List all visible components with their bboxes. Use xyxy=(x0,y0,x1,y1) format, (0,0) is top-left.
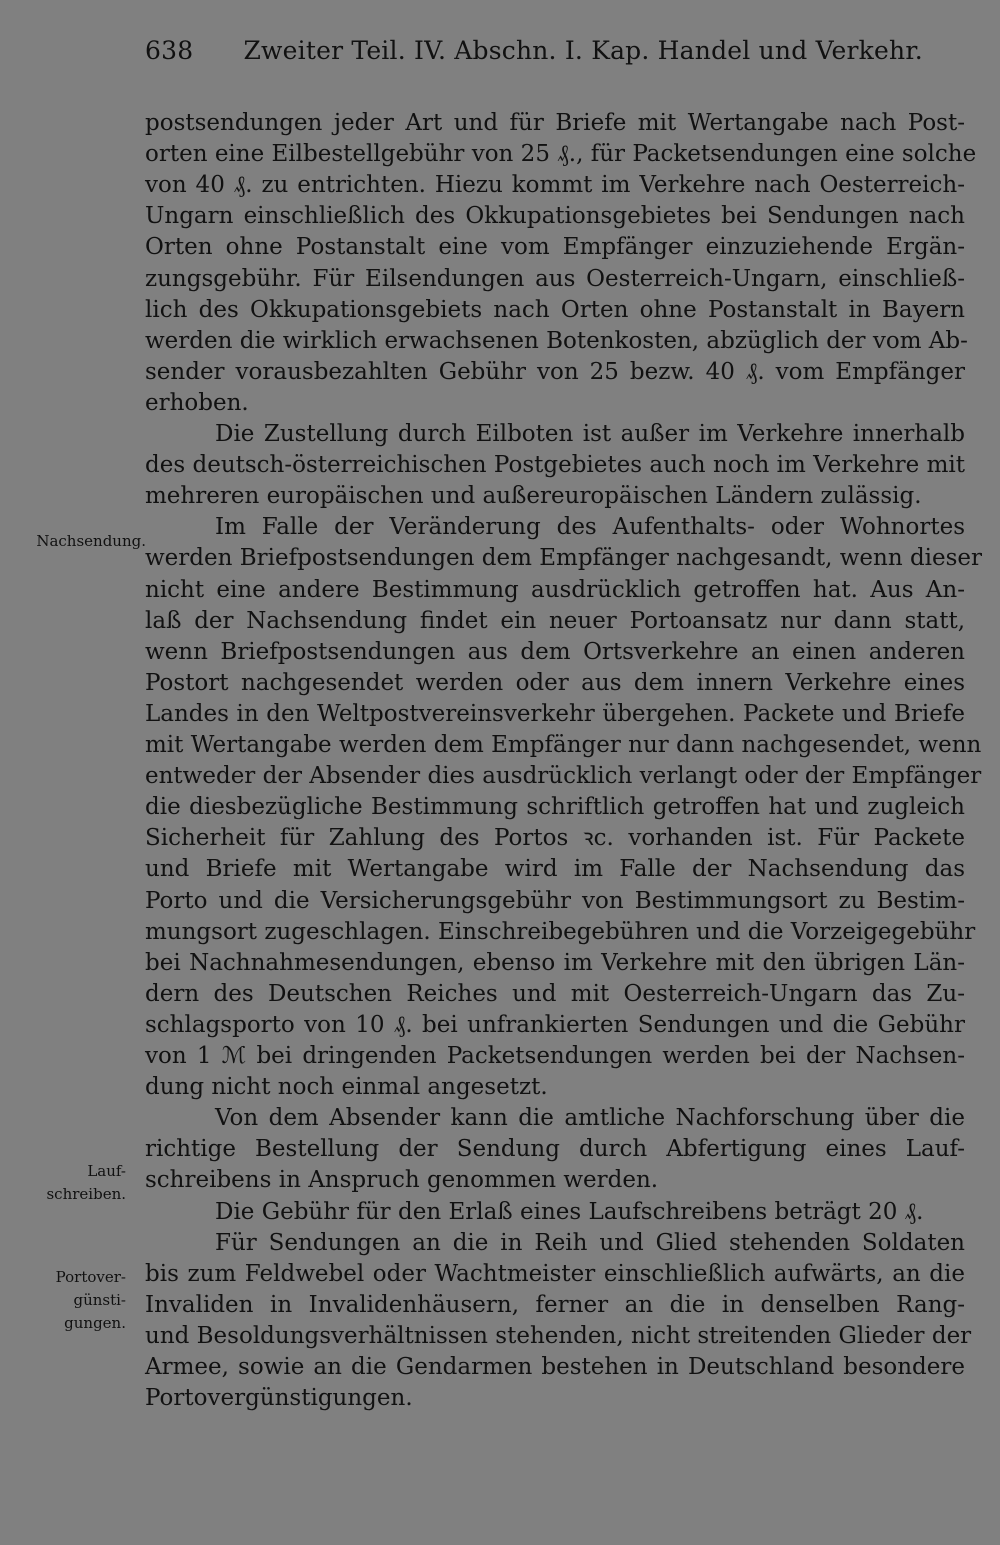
text-line: Landes in den Weltpostvereinsverkehr übergehen. Packete und Briefe xyxy=(145,700,965,727)
text-line: wenn Briefpostsendungen aus dem Ortsverkehre an einen anderen xyxy=(145,638,965,665)
text-line: Porto und die Versicherungsgebühr von Bestimmungsort zu Bestim- xyxy=(145,887,965,914)
text-line: dung nicht noch einmal angesetzt. xyxy=(145,1074,548,1101)
text-line: mehreren europäischen und außereuropäischen Ländern zulässig. xyxy=(145,483,922,510)
text-line: werden Briefpostsendungen dem Empfänger nachgesandt, wenn dieser xyxy=(145,545,983,572)
margin-note-line: Lauf- xyxy=(87,1162,126,1180)
text-line: richtige Bestellung der Sendung durch Abfertigung eines Lauf- xyxy=(145,1136,965,1163)
margin-note-portoverguenstigungen xyxy=(28,1266,126,1335)
text-line: werden die wirklich erwachsenen Botenkosten, abzüglich der vom Ab- xyxy=(145,327,968,354)
text-line: entweder der Absender dies ausdrücklich verlangt oder der Empfänger xyxy=(145,763,982,790)
text-line: Im Falle der Veränderung des Aufenthalts- oder Wohnortes xyxy=(215,514,965,541)
text-line: Die Gebühr für den Erlaß eines Laufschreibens beträgt 20 ₰. xyxy=(215,1198,924,1225)
text-line: bei Nachnahmesendungen, ebenso im Verkehre mit den übrigen Län- xyxy=(145,949,965,976)
running-header xyxy=(145,36,975,65)
text-line: Postort nachgesendet werden oder aus dem innern Verkehre eines xyxy=(145,669,965,696)
text-line: die diesbezügliche Bestimmung schriftlich getroffen hat und zugleich xyxy=(145,794,965,821)
text-line: erhoben. xyxy=(145,389,249,416)
text-line: Ungarn einschließlich des Okkupationsgebietes bei Sendungen nach xyxy=(145,203,965,230)
text-line: postsendungen jeder Art und für Briefe mit Wertangabe nach Post- xyxy=(145,110,965,136)
text-line: Portovergünstigungen. xyxy=(145,1385,413,1412)
text-line: und Besoldungsverhältnissen stehenden, nicht streitenden Glieder der xyxy=(145,1322,972,1349)
margin-note-text: Nachsendung. xyxy=(36,532,146,550)
text-line: zungsgebühr. Für Eilsendungen aus Oesterreich-Ungarn, einschließ- xyxy=(145,265,965,292)
text-line: schlagsporto von 10 ₰. bei unfrankierten Sendungen und die Gebühr xyxy=(145,1011,965,1038)
margin-note-line: gungen. xyxy=(64,1314,126,1332)
text-line: des deutsch-österreichischen Postgebietes auch noch im Verkehre mit xyxy=(145,452,965,479)
text-line: nicht eine andere Bestimmung ausdrücklich getroffen hat. Aus An- xyxy=(145,576,965,603)
text-line: Für Sendungen an die in Reih und Glied stehenden Soldaten xyxy=(215,1229,965,1256)
text-line: Sicherheit für Zahlung des Portos ꝛc. vorhanden ist. Für Packete xyxy=(145,825,965,852)
margin-note-nachsendung xyxy=(28,530,146,553)
text-line: Von dem Absender kann die amtliche Nachforschung über die xyxy=(215,1105,965,1132)
text-line: von 1 ℳ bei dringenden Packetsendungen werden bei der Nachsen- xyxy=(145,1043,965,1069)
margin-note-laufschreiben xyxy=(28,1160,126,1206)
text-line: Armee, sowie an die Gendarmen bestehen in Deutschland besondere xyxy=(145,1354,965,1380)
margin-note-line: Portover- xyxy=(55,1268,126,1286)
text-line: orten eine Eilbestellgebühr von 25 ₰., für Packetsendungen eine solche xyxy=(145,141,977,168)
margin-note-line: schreiben. xyxy=(46,1185,126,1203)
running-title: Zweiter Teil. IV. Abschn. I. Kap. Handel und Verkehr. xyxy=(243,36,923,65)
margin-note-line: günsti- xyxy=(73,1291,126,1309)
text-line: und Briefe mit Wertangabe wird im Falle der Nachsendung das xyxy=(145,856,965,883)
text-line: dern des Deutschen Reiches und mit Oesterreich-Ungarn das Zu- xyxy=(145,980,965,1007)
text-line: mit Wertangabe werden dem Empfänger nur dann nachgesendet, wenn xyxy=(145,732,982,758)
text-line: von 40 ₰. zu entrichten. Hiezu kommt im Verkehre nach Oesterreich- xyxy=(145,172,965,199)
text-line: mungsort zugeschlagen. Einschreibegebühren und die Vorzeigegebühr xyxy=(145,918,976,945)
text-line: lich des Okkupationsgebiets nach Orten ohne Postanstalt in Bayern xyxy=(145,296,965,323)
text-line: Invaliden in Invalidenhäusern, ferner an die in denselben Rang- xyxy=(145,1291,965,1318)
page-number: 638 xyxy=(145,36,194,65)
text-line: schreibens in Anspruch genommen werden. xyxy=(145,1167,659,1194)
text-line: Die Zustellung durch Eilboten ist außer im Verkehre innerhalb xyxy=(215,421,965,447)
text-line: Orten ohne Postanstalt eine vom Empfänger einzuziehende Ergän- xyxy=(145,234,965,261)
text-line: bis zum Feldwebel oder Wachtmeister einschließlich aufwärts, an die xyxy=(145,1260,965,1287)
text-line: sender vorausbezahlten Gebühr von 25 bezw. 40 ₰. vom Empfänger xyxy=(145,358,965,385)
text-line: laß der Nachsendung findet ein neuer Portoansatz nur dann statt, xyxy=(145,607,965,634)
